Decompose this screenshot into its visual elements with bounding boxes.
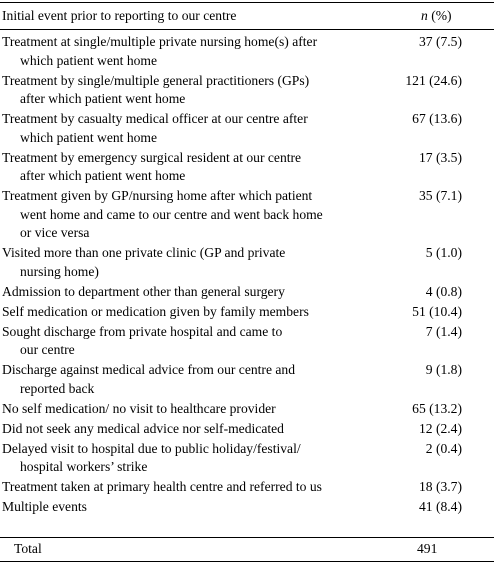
- event-description: [2, 283, 386, 302]
- event-description: [2, 303, 386, 322]
- event-description: [2, 110, 386, 147]
- event-count: 4 (0.8): [425, 283, 462, 299]
- event-description: [2, 420, 386, 439]
- event-line: Treatment by casualty medical officer at our centre after: [2, 111, 308, 126]
- event-line: Treatment at single/multiple private nursing home(s) after: [2, 34, 318, 49]
- event-description: [2, 361, 386, 398]
- event-count: 37 (7.5): [418, 34, 462, 49]
- header-n-italic: n: [421, 8, 428, 23]
- bottom-rule: [0, 561, 494, 562]
- event-line: Sought discharge from private hospital and came to: [2, 323, 283, 339]
- event-count: 17 (3.5): [418, 149, 462, 165]
- event-line: Did not seek any medical advice nor self-medicated: [2, 420, 284, 436]
- event-description: [2, 498, 386, 517]
- event-description: [2, 440, 386, 477]
- event-line: No self medication/ no visit to healthcare provider: [2, 400, 276, 416]
- event-description: [2, 323, 386, 360]
- event-description: [2, 149, 386, 186]
- event-count: 51 (10.4): [412, 303, 462, 319]
- event-description: [2, 400, 386, 419]
- event-line: Visited more than one private clinic (GP and private: [2, 245, 286, 260]
- event-count: 7 (1.4): [425, 323, 462, 339]
- event-line-continuation: went home and came to our centre and went back home: [20, 206, 323, 222]
- event-line-continuation: after which patient went home: [20, 91, 186, 106]
- event-line-continuation: reported back: [20, 380, 95, 396]
- event-description: [2, 478, 386, 497]
- top-rule: [0, 2, 494, 3]
- event-count: 18 (3.7): [418, 479, 462, 494]
- event-line-continuation: which patient went home: [20, 129, 158, 145]
- event-line: Discharge against medical advice from our centre and: [2, 362, 296, 377]
- event-count: 35 (7.1): [418, 188, 462, 203]
- total-label: Total: [14, 541, 42, 556]
- header-event-label: Initial event prior to reporting to our centre: [2, 8, 237, 23]
- event-line: Treatment by single/multiple general practitioners (GPs): [2, 72, 310, 88]
- event-line-continuation: which patient went home: [20, 52, 158, 68]
- event-line: Delayed visit to hospital due to public holiday/festival/: [2, 440, 301, 456]
- event-line-continuation: hospital workers’ strike: [20, 459, 148, 474]
- event-line: Treatment taken at primary health centre and referred to us: [2, 479, 322, 494]
- event-line-continuation: after which patient went home: [20, 168, 186, 183]
- event-description: [2, 187, 386, 243]
- event-line: Treatment given by GP/nursing home after which patient: [2, 188, 313, 203]
- event-line: Self medication or medication given by family members: [2, 303, 309, 319]
- total-value: 491: [417, 541, 438, 556]
- event-count: 9 (1.8): [425, 362, 462, 377]
- event-count: 121 (24.6): [405, 72, 462, 88]
- header-n-label: [421, 7, 452, 26]
- event-count: 65 (13.2): [412, 400, 462, 416]
- event-line: Multiple events: [2, 499, 87, 514]
- event-description: [2, 244, 386, 281]
- total-rule: [0, 537, 494, 538]
- header-n-percent: (%): [427, 8, 452, 23]
- event-count: 12 (2.4): [418, 420, 462, 436]
- event-description: [2, 72, 386, 109]
- event-line-continuation: or vice versa: [20, 225, 90, 240]
- event-count: 67 (13.6): [412, 111, 462, 126]
- header-rule: [0, 29, 494, 30]
- event-count: 2 (0.4): [425, 440, 462, 456]
- event-line-continuation: our centre: [20, 342, 75, 357]
- event-count: 41 (8.4): [418, 499, 462, 514]
- event-line-continuation: nursing home): [20, 263, 99, 279]
- event-line: Treatment by emergency surgical resident at our centre: [2, 149, 302, 165]
- event-count: 5 (1.0): [425, 245, 462, 260]
- event-description: [2, 33, 386, 70]
- event-line: Admission to department other than general surgery: [2, 283, 285, 299]
